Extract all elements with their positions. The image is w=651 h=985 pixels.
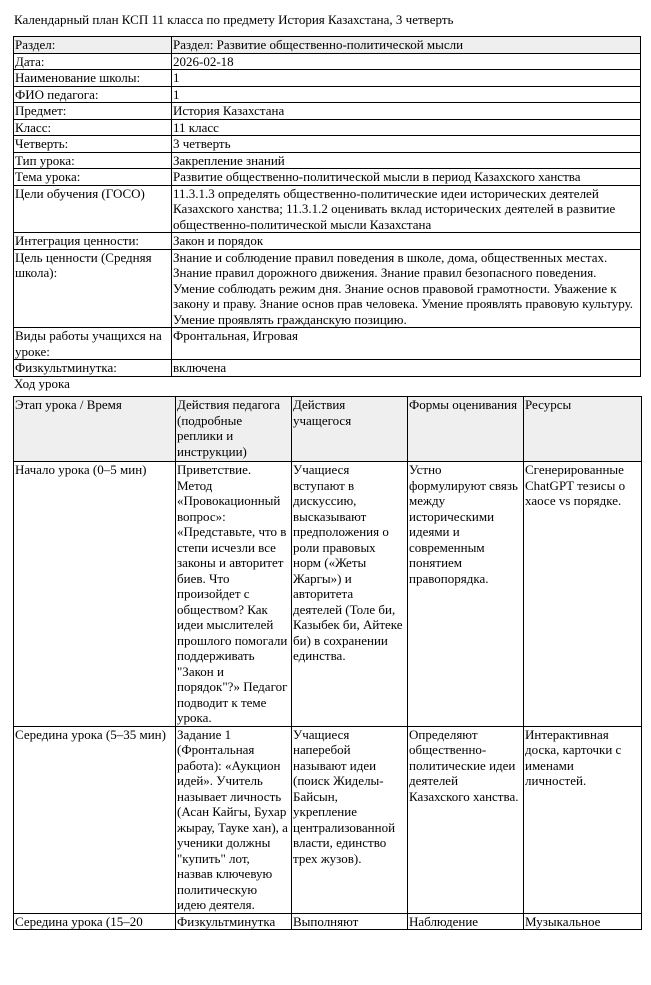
info-label: Тема урока: — [14, 169, 172, 186]
info-row — [14, 185, 641, 233]
lesson-cell-student: Выполняют — [292, 913, 408, 930]
info-value: включена — [172, 360, 641, 377]
info-label: Дата: — [14, 53, 172, 70]
lesson-cell-stage: Середина урока (5–35 мин) — [14, 726, 176, 913]
lesson-row — [14, 462, 642, 727]
info-value: 3 четверть — [172, 136, 641, 153]
page-title: Календарный план КСП 11 класса по предмету История Казахстана, 3 четверть — [14, 12, 454, 27]
column-header: Ресурсы — [524, 397, 642, 462]
info-label: Четверть: — [14, 136, 172, 153]
info-label: Тип урока: — [14, 152, 172, 169]
info-row — [14, 70, 641, 87]
info-row — [14, 119, 641, 136]
lesson-cell-stage: Начало урока (0–5 мин) — [14, 462, 176, 727]
lesson-cell-teacher: Приветствие. Метод «Провокационный вопрос»: «Представьте, что в степи исчезли все законы и авторитет биев. Что произойдет с обществом? Как идеи мыслителей прошлого помогали поддерживать "Закон и порядок"?» Педагог подводит к теме урока. — [176, 462, 292, 727]
lesson-cell-resources: Интерактивная доска, карточки с именами личностей. — [524, 726, 642, 913]
lesson-progress-heading: Ход урока — [14, 376, 70, 391]
info-value: 11 класс — [172, 119, 641, 136]
lesson-cell-assessment: Наблюдение — [408, 913, 524, 930]
info-label: Раздел: — [14, 37, 172, 54]
info-row — [14, 249, 641, 328]
info-row — [14, 233, 641, 250]
info-row — [14, 136, 641, 153]
lesson-progress-table — [13, 396, 642, 930]
info-row — [14, 53, 641, 70]
info-label: Интеграция ценности: — [14, 233, 172, 250]
lesson-table-header — [14, 397, 642, 462]
lesson-cell-resources: Сгенерированные ChatGPT тезисы о хаосе vs порядке. — [524, 462, 642, 727]
info-row — [14, 103, 641, 120]
lesson-cell-teacher: Задание 1 (Фронтальная работа): «Аукцион идей». Учитель называет личность (Асан Кайгы, Бухар жырау, Тауке хан), а ученики должны "купить" лот, назвав ключевую политическую идею деятеля. — [176, 726, 292, 913]
info-label: Предмет: — [14, 103, 172, 120]
info-label: Физкультминутка: — [14, 360, 172, 377]
lesson-cell-resources: Музыкальное — [524, 913, 642, 930]
info-value: Раздел: Развитие общественно-политической мысли — [172, 37, 641, 54]
lesson-cell-assessment: Определяют общественно-политические идеи деятелей Казахского ханства. — [408, 726, 524, 913]
lesson-info-table — [13, 36, 641, 377]
info-row — [14, 152, 641, 169]
info-value: Фронтальная, Игровая — [172, 328, 641, 360]
lesson-cell-stage: Середина урока (15–20 — [14, 913, 176, 930]
info-label: Цель ценности (Средняя школа): — [14, 249, 172, 328]
lesson-row — [14, 913, 642, 930]
info-label: ФИО педагога: — [14, 86, 172, 103]
info-value: Знание и соблюдение правил поведения в школе, дома, общественных местах. Знание правил дорожного движения. Знание правил безопасного поведения. Умение соблюдать режим дня. Знание основ правовой грамотности. Уважение к закону и праву. Знание основ прав человека. Умение проявлять правовую культуру. Умение проявлять гражданскую позицию. — [172, 249, 641, 328]
info-row — [14, 37, 641, 54]
column-header: Этап урока / Время — [14, 397, 176, 462]
info-row — [14, 86, 641, 103]
info-label: Виды работы учащихся на уроке: — [14, 328, 172, 360]
column-header: Формы оценивания — [408, 397, 524, 462]
column-header: Действия учащегося — [292, 397, 408, 462]
info-value: Развитие общественно-политической мысли в период Казахского ханства — [172, 169, 641, 186]
lesson-cell-student: Учащиеся вступают в дискуссию, высказывают предположения о роли правовых норм («Жеты Жаргы») и авторитета деятелей (Толе би, Казыбек би, Айтеке би) в сохранении единства. — [292, 462, 408, 727]
info-label: Наименование школы: — [14, 70, 172, 87]
info-value: 1 — [172, 86, 641, 103]
info-value: 11.3.1.3 определять общественно-политические идеи исторических деятелей Казахского ханства; 11.3.1.2 оценивать вклад исторических деятелей в развитие общественно-политической мысли Казахстана — [172, 185, 641, 233]
lesson-row — [14, 726, 642, 913]
column-header: Действия педагога (подробные реплики и инструкции) — [176, 397, 292, 462]
lesson-cell-student: Учащиеся наперебой называют идеи (поиск Жиделы-Байсын, укрепление централизованной власти, единство трех жузов). — [292, 726, 408, 913]
lesson-cell-teacher: Физкультминутка — [176, 913, 292, 930]
info-row — [14, 169, 641, 186]
lesson-cell-assessment: Устно формулируют связь между историческими идеями и современным понятием правопорядка. — [408, 462, 524, 727]
info-row — [14, 360, 641, 377]
info-value: Закон и порядок — [172, 233, 641, 250]
info-value: 2026-02-18 — [172, 53, 641, 70]
info-label: Цели обучения (ГОСО) — [14, 185, 172, 233]
info-value: История Казахстана — [172, 103, 641, 120]
info-value: Закрепление знаний — [172, 152, 641, 169]
info-row — [14, 328, 641, 360]
info-label: Класс: — [14, 119, 172, 136]
info-value: 1 — [172, 70, 641, 87]
